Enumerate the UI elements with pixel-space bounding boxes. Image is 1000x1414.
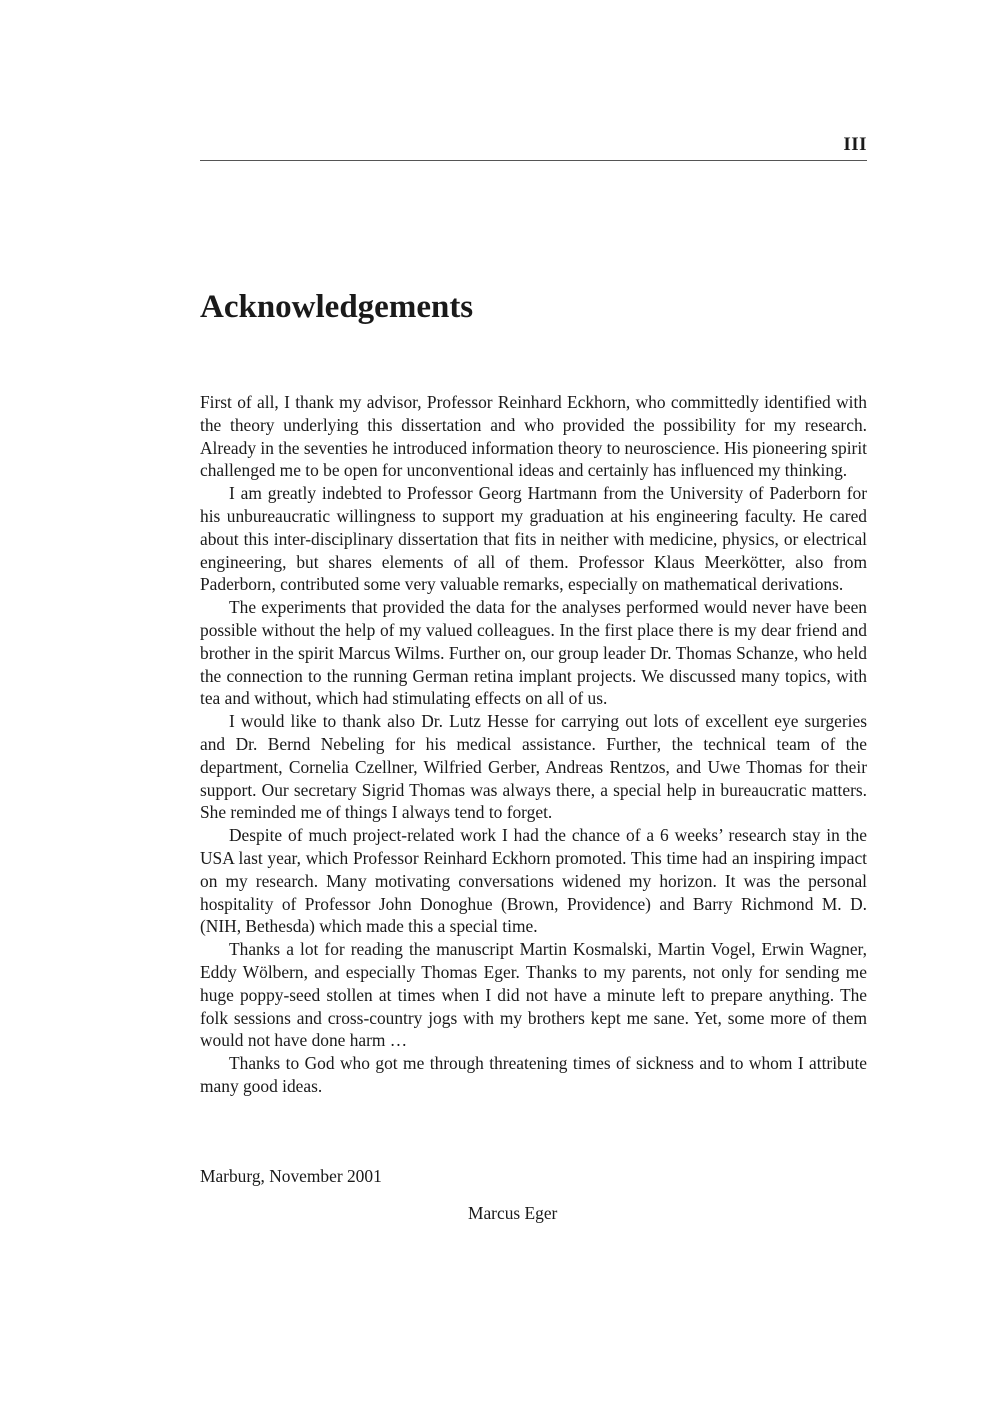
paragraph-medical-team: I would like to thank also Dr. Lutz Hesse for carrying out lots of excellent eye surgeries and Dr. Bernd Nebeling for his medical assistance. Further, the technical team of the department, Cornelia Czellner, Wilfried Gerber, Andreas Rentzos, and Uwe Thomas for their support. Our secretary Sigrid Thomas was always there, a special help in bureaucratic matters. She reminded me of things I always tend to forget. bbox=[200, 711, 867, 823]
paragraph-manuscript-readers: Thanks a lot for reading the manuscript Martin Kosmalski, Martin Vogel, Erwin Wagner, Eddy Wölbern, and especially Thomas Eger. Thanks to my parents, not only for sending me huge poppy-seed stollen at times when I did not have a minute left to prepare anything. The folk sessions and cross-country jogs with my brothers kept me sane. Yet, some more of them would not have done harm … bbox=[200, 939, 867, 1051]
paragraph-advisor: First of all, I thank my advisor, Professor Reinhard Eckhorn, who committedly identified with the theory underlying this dissertation and who provided the possibility for my research. Already in the seventies he introduced information theory to neuroscience. His pioneering spirit challenged me to be open for unconventional ideas and certainly has influenced my thinking. bbox=[200, 392, 867, 481]
paragraph-god: Thanks to God who got me through threatening times of sickness and to whom I attribute many good ideas. bbox=[200, 1053, 867, 1096]
paragraph-paderborn: I am greatly indebted to Professor Georg Hartmann from the University of Paderborn for his unbureaucratic willingness to support my graduation at his engineering faculty. He cared about this inter-disciplinary dissertation that fits in neither with medicine, physics, or electrical engineering, but shares elements of all of them. Professor Klaus Meerkötter, also from Paderborn, contributed some very valuable remarks, especially on mathematical derivations. bbox=[200, 483, 867, 595]
page-number: III bbox=[843, 134, 867, 155]
acknowledgements-body bbox=[200, 391, 867, 1098]
author-signature: Marcus Eger bbox=[468, 1202, 558, 1223]
paragraph-colleagues: The experiments that provided the data for the analyses performed would never have been possible without the help of my valued colleagues. In the first place there is my dear friend and brother in the spirit Marcus Wilms. Further on, our group leader Dr. Thomas Schanze, who held the connection to the running German retina implant projects. We discussed many topics, with tea and without, which had stimulating effects on all of us. bbox=[200, 597, 867, 709]
paragraph-usa-stay: Despite of much project-related work I had the chance of a 6 weeks’ research stay in the USA last year, which Professor Reinhard Eckhorn promoted. This time had an inspiring impact on my research. Many motivating conversations widened my horizon. It was the personal hospitality of Professor John Donoghue (Brown, Providence) and Barry Richmond M. D. (NIH, Bethesda) which made this a special time. bbox=[200, 825, 867, 937]
page-header bbox=[200, 130, 867, 161]
chapter-title: Acknowledgements bbox=[200, 289, 474, 325]
place-date: Marburg, November 2001 bbox=[200, 1166, 382, 1186]
closing-block bbox=[200, 1165, 867, 1225]
